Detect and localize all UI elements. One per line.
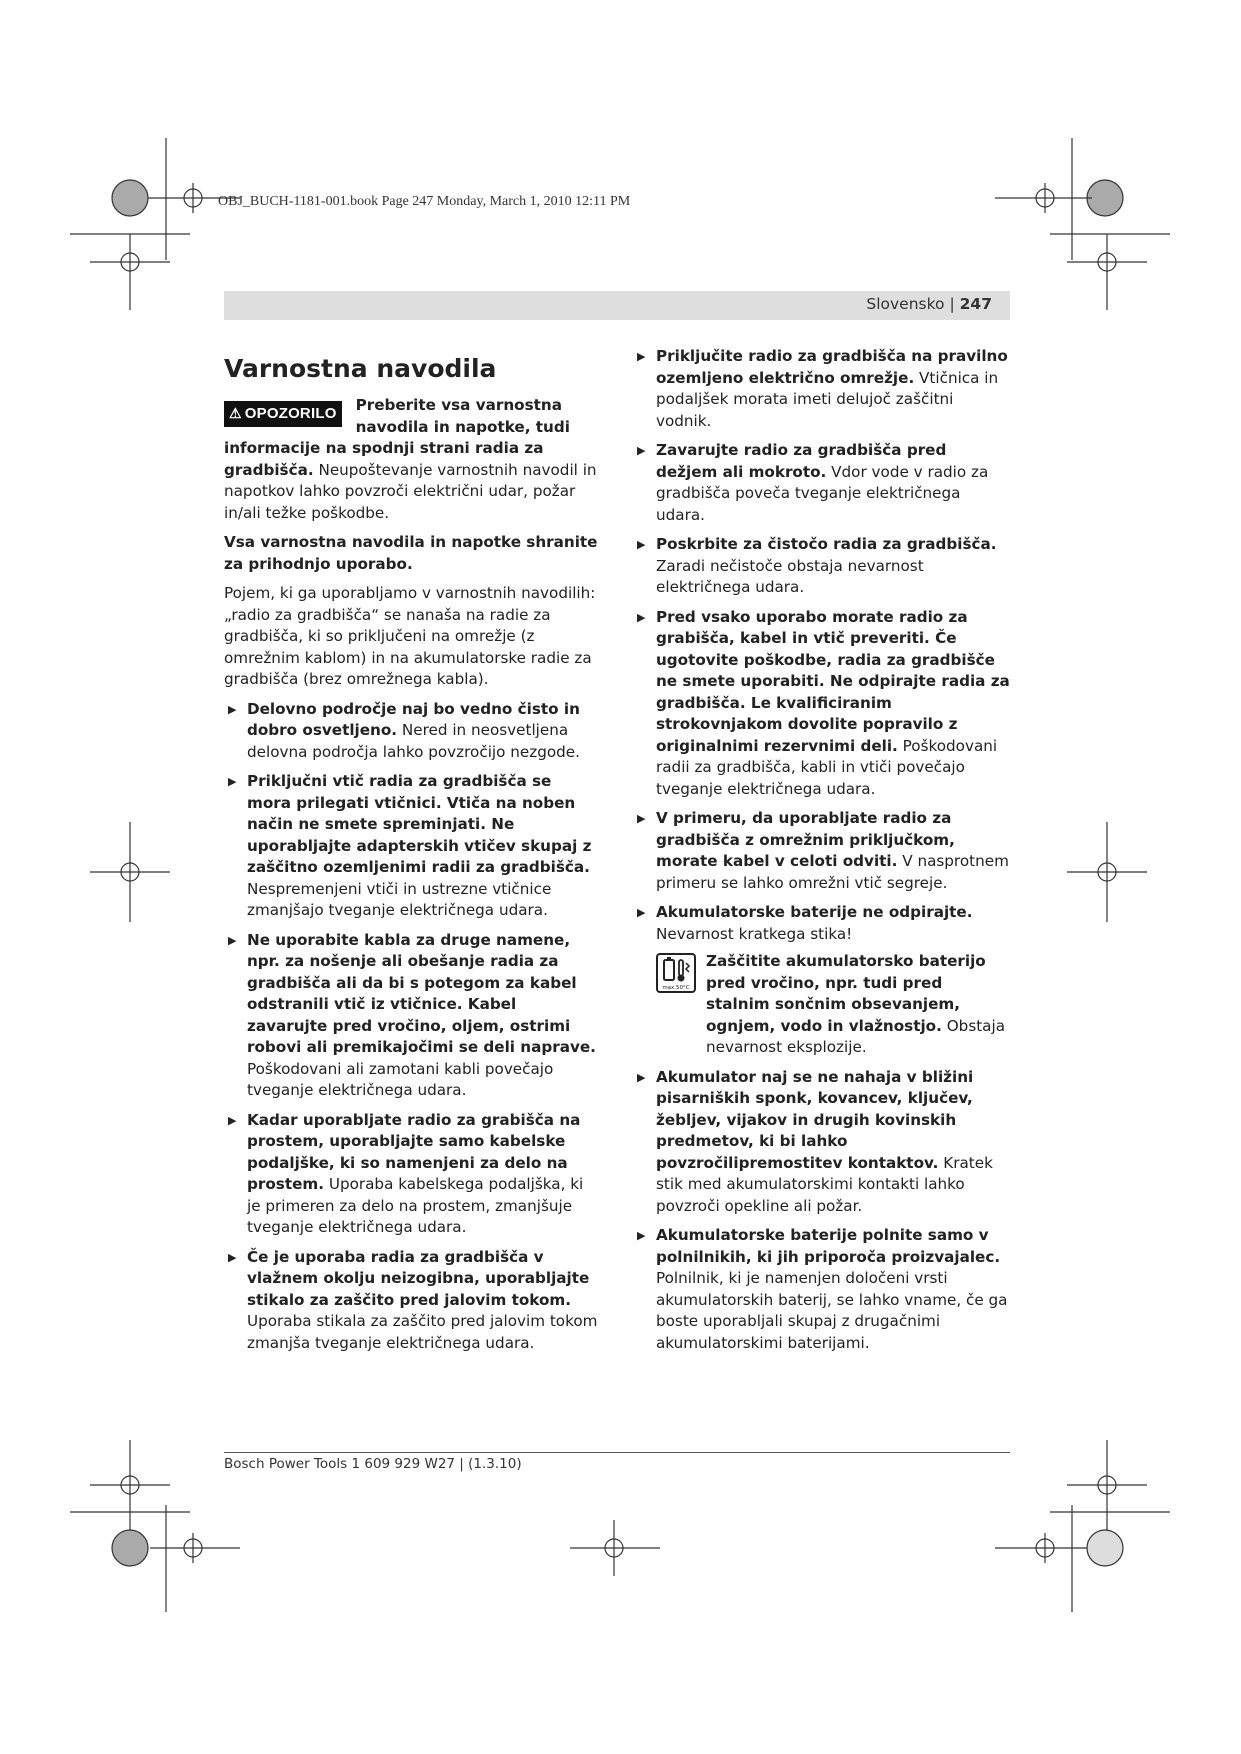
list-item: ▶ V primeru, da uporabljate radio za gradbišča z omrežnim priključkom, morate kabel v celoti odviti. V nasprotnem primeru se lahko omrežni vtič segreje. (637, 809, 1009, 892)
list-item: ▶ Zavarujte radio za gradbišča pred dežjem ali mokroto. Vdor vode v radio za gradbišča poveča tveganje električnega udara. (637, 441, 989, 524)
bullet-arrow-icon: ▶ (228, 933, 237, 947)
page-header (224, 291, 1010, 320)
bullet-arrow-icon: ▶ (637, 350, 646, 363)
page-number: 247 (959, 295, 992, 313)
list-item: ▶ Akumulator naj se ne nahaja v bližini pisarniških sponk, kovancev, ključev, žebljev, vijakov in drugih kovinskih predmetov, ki bi lahko povzročilipremostitev kontaktov. Kratek stik med akumulatorskimi kontakti lahko povzroči opekline ali požar. (637, 1067, 993, 1215)
list-item: ▶ Priključite radio za gradbišča na pravilno ozemljeno električno omrežje. Vtičnica in podaljšek morata imeti delujoč zaščitni vodnik. (637, 347, 1008, 430)
bullet-arrow-icon: ▶ (637, 1070, 646, 1084)
bullet-arrow-icon: ▶ (637, 1229, 646, 1242)
bullet-arrow-icon: ▶ (228, 1113, 237, 1127)
bullet-arrow-icon: ▶ (637, 444, 646, 457)
page-footer: Bosch Power Tools 1 609 929 W27 | (1.3.10) (224, 1456, 522, 1472)
list-item: ▶ Akumulatorske baterije polnite samo v polnilnikih, ki jih priporoča proizvajalec. Polnilnik, ki je namenjen določeni vrsti akumulatorskih baterij, se lahko vname, če ga boste uporabljali skupaj z drugačnimi akumulatorskimi baterijami. (637, 1226, 1008, 1352)
header-language: Slovensko (866, 295, 945, 313)
bullet-arrow-icon: ▶ (228, 702, 237, 716)
warning-label: OPOZORILO (244, 405, 337, 422)
bullet-arrow-icon: ▶ (228, 1250, 237, 1264)
bullet-arrow-icon: ▶ (637, 812, 646, 825)
bullet-arrow-icon: ▶ (637, 610, 646, 624)
list-item: ▶ Delovno področje naj bo vedno čisto in dobro osvetljeno. Nered in neosvetljena delovna področja lahko povzročijo nezgode. (228, 699, 580, 761)
footer-divider (224, 1452, 1010, 1453)
header-separator: | (949, 295, 955, 313)
definition-paragraph: Pojem, ki ga uporabljamo v varnostnih navodilih: „radio za gradbišča“ se nanaša na radie za gradbišča, ki so priključeni na omrežje (z omrežnim kablom) in na akumulatorske radie za gradbišča (brez omrežnega kabla). (224, 584, 596, 688)
list-item: ▶ Ne uporabite kabla za druge namene, npr. za nošenje ali obešanje radia za gradbišča ali da bi s potegom za kabel odstranili vtič iz vtičnice. Kabel zavarujte pred vročino, oljem, ostrimi robovi ali premikajočimi se deli naprave. Poškodovani ali zamotani kabli povečajo tveganje električnega udara. (228, 930, 596, 1099)
battery-heat-warning-icon (656, 953, 696, 993)
bullet-arrow-icon: ▶ (228, 775, 237, 788)
warning-triangle-icon: ⚠ (229, 405, 242, 421)
page-title: Varnostna navodila (224, 354, 497, 383)
keep-instructions: Vsa varnostna navodila in napotke shranite za prihodnjo uporabo. (224, 533, 598, 573)
warning-badge (224, 401, 342, 427)
print-info: OBJ_BUCH-1181-001.book Page 247 Monday, March 1, 2010 12:11 PM (218, 194, 631, 209)
list-item: ▶ Priključni vtič radia za gradbišča se mora prilegati vtičnici. Vtiča na noben način ne smete spreminjati. Ne uporabljajte adapterskih vtičev skupaj z zaščitno ozemljenimi radii za gradbišča. Nespremenjeni vtiči in ustrezne vtičnice zmanjšajo tveganje električnega udara. (228, 772, 592, 919)
left-column (224, 346, 600, 1362)
warning-intro: ⚠ OPOZORILO Preberite vsa varnostna navodila in napotke, tudi informacije na spodnji strani radia za gradbišča. Neupoštevanje varnostnih navodil in napotkov lahko povzroči električni udar, požar in/ali težke poškodbe. (224, 396, 597, 522)
list-item: ▶ Če je uporaba radia za gradbišča v vlažnem okolju neizogibna, uporabljajte stikalo za zaščito pred jalovim tokom. Uporaba stikala za zaščito pred jalovim tokom zmanjša tveganje električnega udara. (228, 1247, 598, 1352)
bullet-arrow-icon: ▶ (637, 906, 646, 919)
list-item: ▶ Akumulatorske baterije ne odpirajte. Nevarnost kratkega stika! (637, 903, 973, 943)
icon-caption: max.50°C (662, 985, 690, 991)
list-item: ▶ Poskrbite za čistočo radia za gradbišča. Zaradi nečistoče obstaja nevarnost električnega udara. (637, 535, 997, 596)
list-item: ▶ Kadar uporabljate radio za grabišča na prostem, uporabljajte samo kabelske podaljške, ki so namenjeni za delo na prostem. Uporaba kabelskega podaljška, ki je primeren za delo na prostem, zmanjšuje tveganje električnega udara. (228, 1110, 584, 1236)
bullet-arrow-icon: ▶ (637, 538, 646, 551)
list-item: ▶ Pred vsako uporabo morate radio za grabišča, kabel in vtič preveriti. Če ugotovite poškodbe, radia za gradbišče ne smete uporabiti. Ne odpirajte radia za gradbišča. Le kvalificiranim strokovnjakom dovolite popravilo z originalnimi rezervnimi deli. Poškodovani radii za gradbišča, kabli in vtiči povečajo tveganje električnega udara. (637, 607, 1010, 798)
right-column (633, 346, 1011, 1362)
heat-warning-note: max.50°C Zaščitite akumulatorsko baterijo pred vročino, npr. tudi pred stalnim sončnim obsevanjem, ognjem, vodo in vlažnostjo. Obstaja nevarnost eksplozije. (656, 951, 1011, 1059)
